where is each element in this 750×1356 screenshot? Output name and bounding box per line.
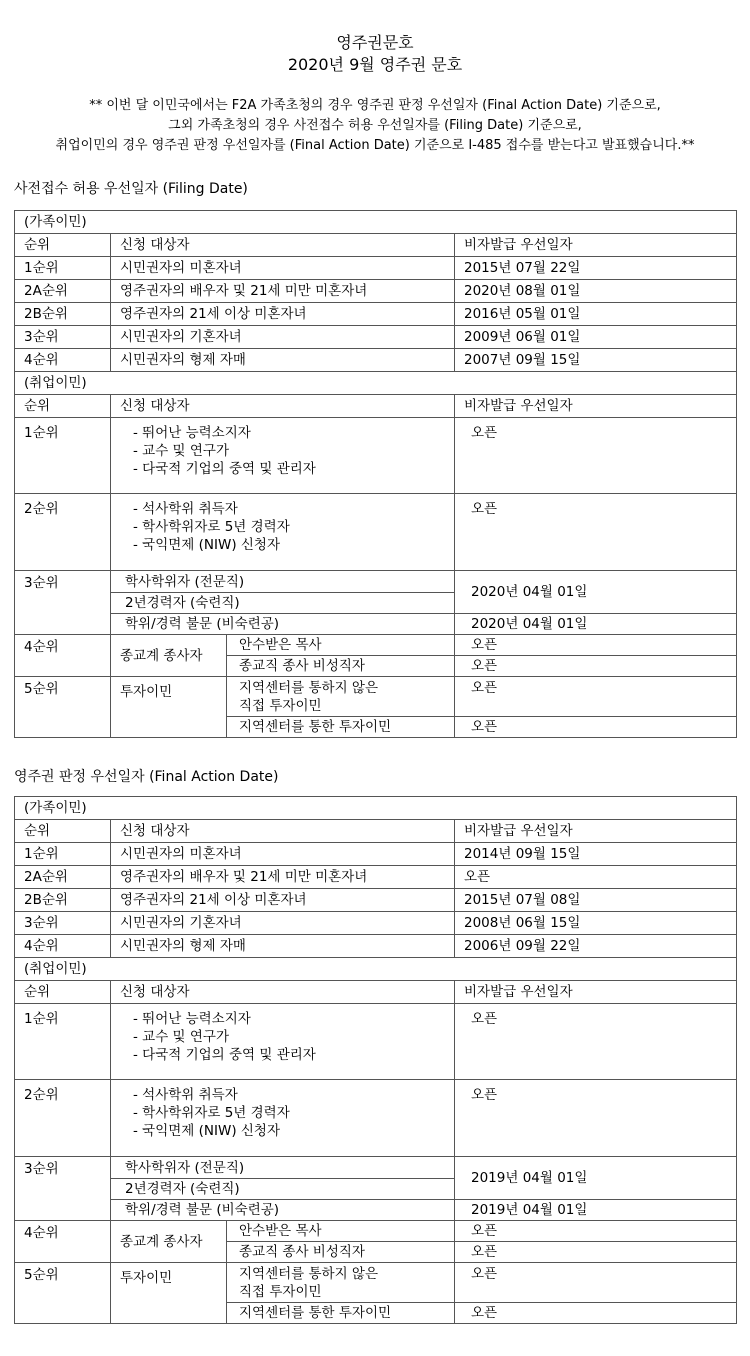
- col-target: 신청 대상자: [111, 395, 455, 418]
- employment-label: (취업이민): [15, 958, 737, 981]
- filing-table: [14, 210, 737, 738]
- target-line: - 석사학위 취득자: [133, 501, 238, 517]
- rank-cell: 2순위: [15, 1080, 111, 1157]
- table-row: [15, 1200, 737, 1221]
- date-cell: 2020년 08월 01일: [455, 280, 737, 303]
- target-cell: 영주권자의 배우자 및 21세 미만 미혼자녀: [111, 280, 455, 303]
- col-rank: 순위: [15, 234, 111, 257]
- date-cell: 2007년 09월 15일: [455, 349, 737, 372]
- table-row: [15, 843, 737, 866]
- rank-cell: 3순위: [15, 1157, 111, 1221]
- target-cell: 안수받은 목사: [227, 1221, 455, 1242]
- table-row: [15, 571, 737, 593]
- target-cell: [227, 1263, 455, 1303]
- target-line: - 국익면제 (NIW) 신청자: [133, 537, 280, 553]
- rank-cell: 1순위: [15, 1004, 111, 1080]
- family-label: (가족이민): [15, 211, 737, 234]
- col-date: 비자발급 우선일자: [455, 820, 737, 843]
- target-line: 직접 투자이민: [239, 1284, 322, 1300]
- table-row: [15, 635, 737, 656]
- table-row: [15, 912, 737, 935]
- target-cell: 학위/경력 불문 (비숙련공): [111, 614, 455, 635]
- date-cell: 2008년 06월 15일: [455, 912, 737, 935]
- target-line: - 교수 및 연구가: [133, 1029, 229, 1045]
- target-line: - 뛰어난 능력소지자: [133, 425, 251, 441]
- notice-line: 취업이민의 경우 영주권 판정 우선일자를 (Final Action Date) 기준으로 I-485 접수를 받는다고 발표했습니다.**: [55, 138, 695, 153]
- notice-line: 그외 가족초청의 경우 사전접수 허용 우선일자를 (Filing Date) 기준으로,: [168, 118, 582, 133]
- target-line: - 학사학위자로 5년 경력자: [133, 519, 290, 535]
- date-cell: 오픈: [455, 1080, 737, 1157]
- date-cell: 오픈: [455, 1263, 737, 1303]
- target-line: 지역센터를 통하지 않은: [239, 680, 378, 696]
- rank-cell: 3순위: [15, 912, 111, 935]
- table-row: [15, 866, 737, 889]
- target-cell: [111, 1004, 455, 1080]
- date-cell: 2009년 06월 01일: [455, 326, 737, 349]
- category-cell: 투자이민: [111, 1263, 227, 1324]
- final-section-heading: 영주권 판정 우선일자 (Final Action Date): [14, 769, 279, 785]
- table-row: [15, 1263, 737, 1303]
- date-cell: 오픈: [455, 677, 737, 717]
- filing-section-heading: 사전접수 허용 우선일자 (Filing Date): [14, 181, 248, 197]
- rank-cell: 5순위: [15, 1263, 111, 1324]
- target-line: 직접 투자이민: [239, 698, 322, 714]
- table-row: [15, 418, 737, 494]
- col-target: 신청 대상자: [111, 820, 455, 843]
- table-row: [15, 257, 737, 280]
- rank-cell: 2A순위: [15, 866, 111, 889]
- rank-cell: 2순위: [15, 494, 111, 571]
- col-date: 비자발급 우선일자: [455, 981, 737, 1004]
- date-cell: 오픈: [455, 1242, 737, 1263]
- target-cell: [111, 418, 455, 494]
- final-table: [14, 796, 737, 1324]
- target-cell: 시민권자의 기혼자녀: [111, 912, 455, 935]
- rank-cell: 4순위: [15, 935, 111, 958]
- date-cell: 오픈: [455, 494, 737, 571]
- page-title: 영주권문호: [336, 33, 414, 52]
- table-row: [15, 303, 737, 326]
- date-cell: 2006년 09월 22일: [455, 935, 737, 958]
- table-row: [15, 889, 737, 912]
- date-cell: 2015년 07월 22일: [455, 257, 737, 280]
- target-cell: [227, 677, 455, 717]
- target-cell: [111, 494, 455, 571]
- date-cell: 오픈: [455, 1004, 737, 1080]
- date-cell: 2016년 05월 01일: [455, 303, 737, 326]
- date-cell: 2019년 04월 01일: [455, 1200, 737, 1221]
- target-line: 지역센터를 통하지 않은: [239, 1266, 378, 1282]
- target-line: - 뛰어난 능력소지자: [133, 1011, 251, 1027]
- page-subtitle: 2020년 9월 영주권 문호: [287, 55, 463, 74]
- target-cell: 시민권자의 형제 자매: [111, 935, 455, 958]
- date-cell: 2020년 04월 01일: [455, 614, 737, 635]
- target-cell: 지역센터를 통한 투자이민: [227, 1303, 455, 1324]
- rank-cell: 2A순위: [15, 280, 111, 303]
- target-cell: 2년경력자 (숙련직): [111, 1179, 455, 1200]
- table-row: [15, 1157, 737, 1179]
- table-row: [15, 677, 737, 717]
- target-line: - 다국적 기업의 중역 및 관리자: [133, 461, 316, 477]
- date-cell: 오픈: [455, 418, 737, 494]
- date-cell: 2015년 07월 08일: [455, 889, 737, 912]
- target-cell: 시민권자의 형제 자매: [111, 349, 455, 372]
- table-row: [15, 349, 737, 372]
- target-cell: [111, 1080, 455, 1157]
- table-row: [15, 1080, 737, 1157]
- rank-cell: 3순위: [15, 571, 111, 635]
- target-cell: 시민권자의 기혼자녀: [111, 326, 455, 349]
- target-cell: 영주권자의 배우자 및 21세 미만 미혼자녀: [111, 866, 455, 889]
- notice-text: [0, 96, 750, 156]
- rank-cell: 3순위: [15, 326, 111, 349]
- target-cell: 시민권자의 미혼자녀: [111, 843, 455, 866]
- rank-cell: 4순위: [15, 635, 111, 677]
- target-cell: 학위/경력 불문 (비숙련공): [111, 1200, 455, 1221]
- rank-cell: 4순위: [15, 349, 111, 372]
- table-row: [15, 494, 737, 571]
- target-line: - 국익면제 (NIW) 신청자: [133, 1123, 280, 1139]
- target-cell: 영주권자의 21세 이상 미혼자녀: [111, 889, 455, 912]
- rank-cell: 2B순위: [15, 303, 111, 326]
- date-cell: 오픈: [455, 1221, 737, 1242]
- col-rank: 순위: [15, 981, 111, 1004]
- target-cell: 종교직 종사 비성직자: [227, 1242, 455, 1263]
- category-cell: 투자이민: [111, 677, 227, 738]
- date-cell: 오픈: [455, 656, 737, 677]
- notice-line: ** 이번 달 이민국에서는 F2A 가족초청의 경우 영주권 판정 우선일자 (Final Action Date) 기준으로,: [89, 98, 661, 113]
- target-cell: 종교직 종사 비성직자: [227, 656, 455, 677]
- category-cell: 종교계 종사자: [111, 635, 227, 677]
- date-cell: 오픈: [455, 1303, 737, 1324]
- target-cell: 지역센터를 통한 투자이민: [227, 717, 455, 738]
- target-cell: 시민권자의 미혼자녀: [111, 257, 455, 280]
- table-row: [15, 326, 737, 349]
- rank-cell: 1순위: [15, 418, 111, 494]
- date-cell: 오픈: [455, 866, 737, 889]
- category-cell: 종교계 종사자: [111, 1221, 227, 1263]
- rank-cell: 4순위: [15, 1221, 111, 1263]
- date-cell: 2019년 04월 01일: [455, 1157, 737, 1200]
- target-line: - 석사학위 취득자: [133, 1087, 238, 1103]
- target-cell: 영주권자의 21세 이상 미혼자녀: [111, 303, 455, 326]
- table-row: [15, 280, 737, 303]
- table-row: [15, 1004, 737, 1080]
- rank-cell: 5순위: [15, 677, 111, 738]
- col-date: 비자발급 우선일자: [455, 234, 737, 257]
- target-line: - 다국적 기업의 중역 및 관리자: [133, 1047, 316, 1063]
- date-cell: 오픈: [455, 635, 737, 656]
- rank-cell: 1순위: [15, 843, 111, 866]
- rank-cell: 1순위: [15, 257, 111, 280]
- table-row: [15, 1221, 737, 1242]
- table-row: [15, 614, 737, 635]
- target-line: - 교수 및 연구가: [133, 443, 229, 459]
- employment-label: (취업이민): [15, 372, 737, 395]
- col-target: 신청 대상자: [111, 234, 455, 257]
- col-rank: 순위: [15, 395, 111, 418]
- col-date: 비자발급 우선일자: [455, 395, 737, 418]
- target-cell: 안수받은 목사: [227, 635, 455, 656]
- date-cell: 2020년 04월 01일: [455, 571, 737, 614]
- rank-cell: 2B순위: [15, 889, 111, 912]
- table-row: [15, 935, 737, 958]
- family-label: (가족이민): [15, 797, 737, 820]
- target-cell: 학사학위자 (전문직): [111, 1157, 455, 1179]
- target-cell: 학사학위자 (전문직): [111, 571, 455, 593]
- target-cell: 2년경력자 (숙련직): [111, 593, 455, 614]
- col-rank: 순위: [15, 820, 111, 843]
- date-cell: 오픈: [455, 717, 737, 738]
- date-cell: 2014년 09월 15일: [455, 843, 737, 866]
- target-line: - 학사학위자로 5년 경력자: [133, 1105, 290, 1121]
- col-target: 신청 대상자: [111, 981, 455, 1004]
